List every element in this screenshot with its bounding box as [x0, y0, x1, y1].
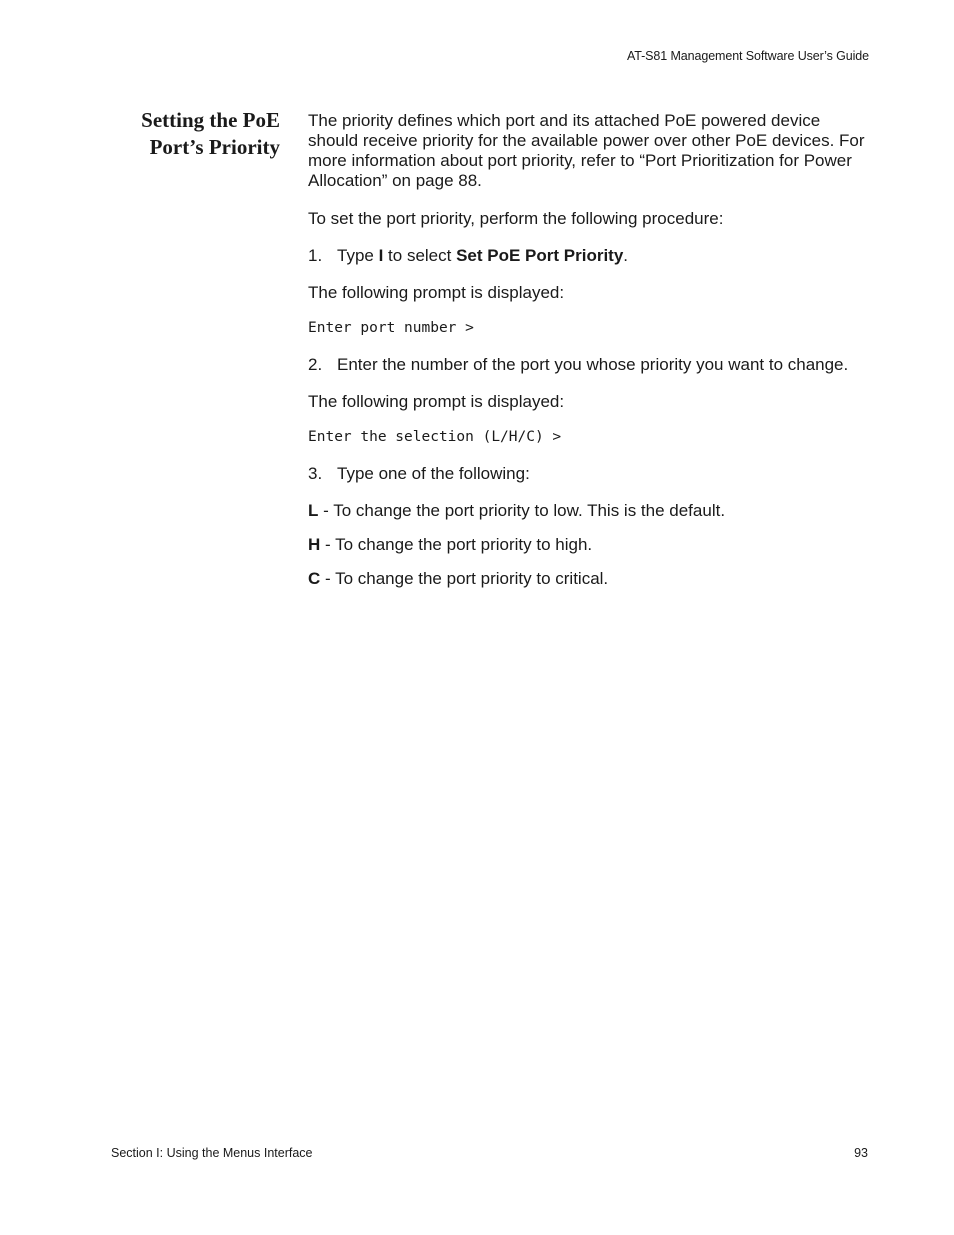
option-key: H — [308, 535, 321, 554]
step-note: The following prompt is displayed: — [308, 283, 565, 302]
step-text-part: . — [623, 246, 629, 265]
step-text: Type one of the following: — [337, 464, 530, 483]
step-number: 2. — [308, 355, 323, 374]
section-heading — [40, 107, 280, 161]
section-heading-line2: Port’s Priority — [149, 135, 280, 159]
footer-page-number: 93 — [854, 1146, 868, 1160]
step-number: 1. — [308, 246, 323, 265]
option-key: L — [308, 501, 319, 520]
running-header: AT-S81 Management Software User’s Guide — [626, 49, 869, 63]
step-2 — [308, 355, 873, 375]
step-1 — [308, 246, 873, 266]
option-low — [308, 501, 873, 521]
option-critical — [308, 569, 873, 589]
step-3 — [308, 464, 873, 484]
footer-section-label: Section I: Using the Menus Interface — [111, 1146, 313, 1160]
step-note: The following prompt is displayed: — [308, 392, 565, 411]
section-heading-line1: Setting the PoE — [141, 108, 280, 132]
step-menu-option: Set PoE Port Priority — [456, 246, 624, 265]
step-text-part: Type — [337, 246, 379, 265]
step-number: 3. — [308, 464, 323, 483]
step-text-part: to select — [383, 246, 457, 265]
option-desc: - To change the port priority to high. — [320, 535, 593, 554]
body-column — [308, 111, 873, 603]
intro-paragraph: The priority defines which port and its attached PoE powered device should receive priority for the available power over other PoE devices. For more information about port priority, refer to “Port Prioritization for Power Allocation” on page 88. — [308, 111, 865, 190]
option-key: C — [308, 569, 321, 588]
step-key: I — [378, 246, 384, 265]
step-text — [337, 246, 873, 266]
prompt-text: Enter port number > — [308, 320, 474, 336]
procedure-intro: To set the port priority, perform the following procedure: — [308, 209, 724, 228]
step-text: Enter the number of the port you whose priority you want to change. — [337, 355, 849, 374]
prompt-text: Enter the selection (L/H/C) > — [308, 429, 562, 445]
option-desc: - To change the port priority to low. This is the default. — [318, 501, 726, 520]
option-desc: - To change the port priority to critical. — [320, 569, 609, 588]
option-high — [308, 535, 873, 555]
